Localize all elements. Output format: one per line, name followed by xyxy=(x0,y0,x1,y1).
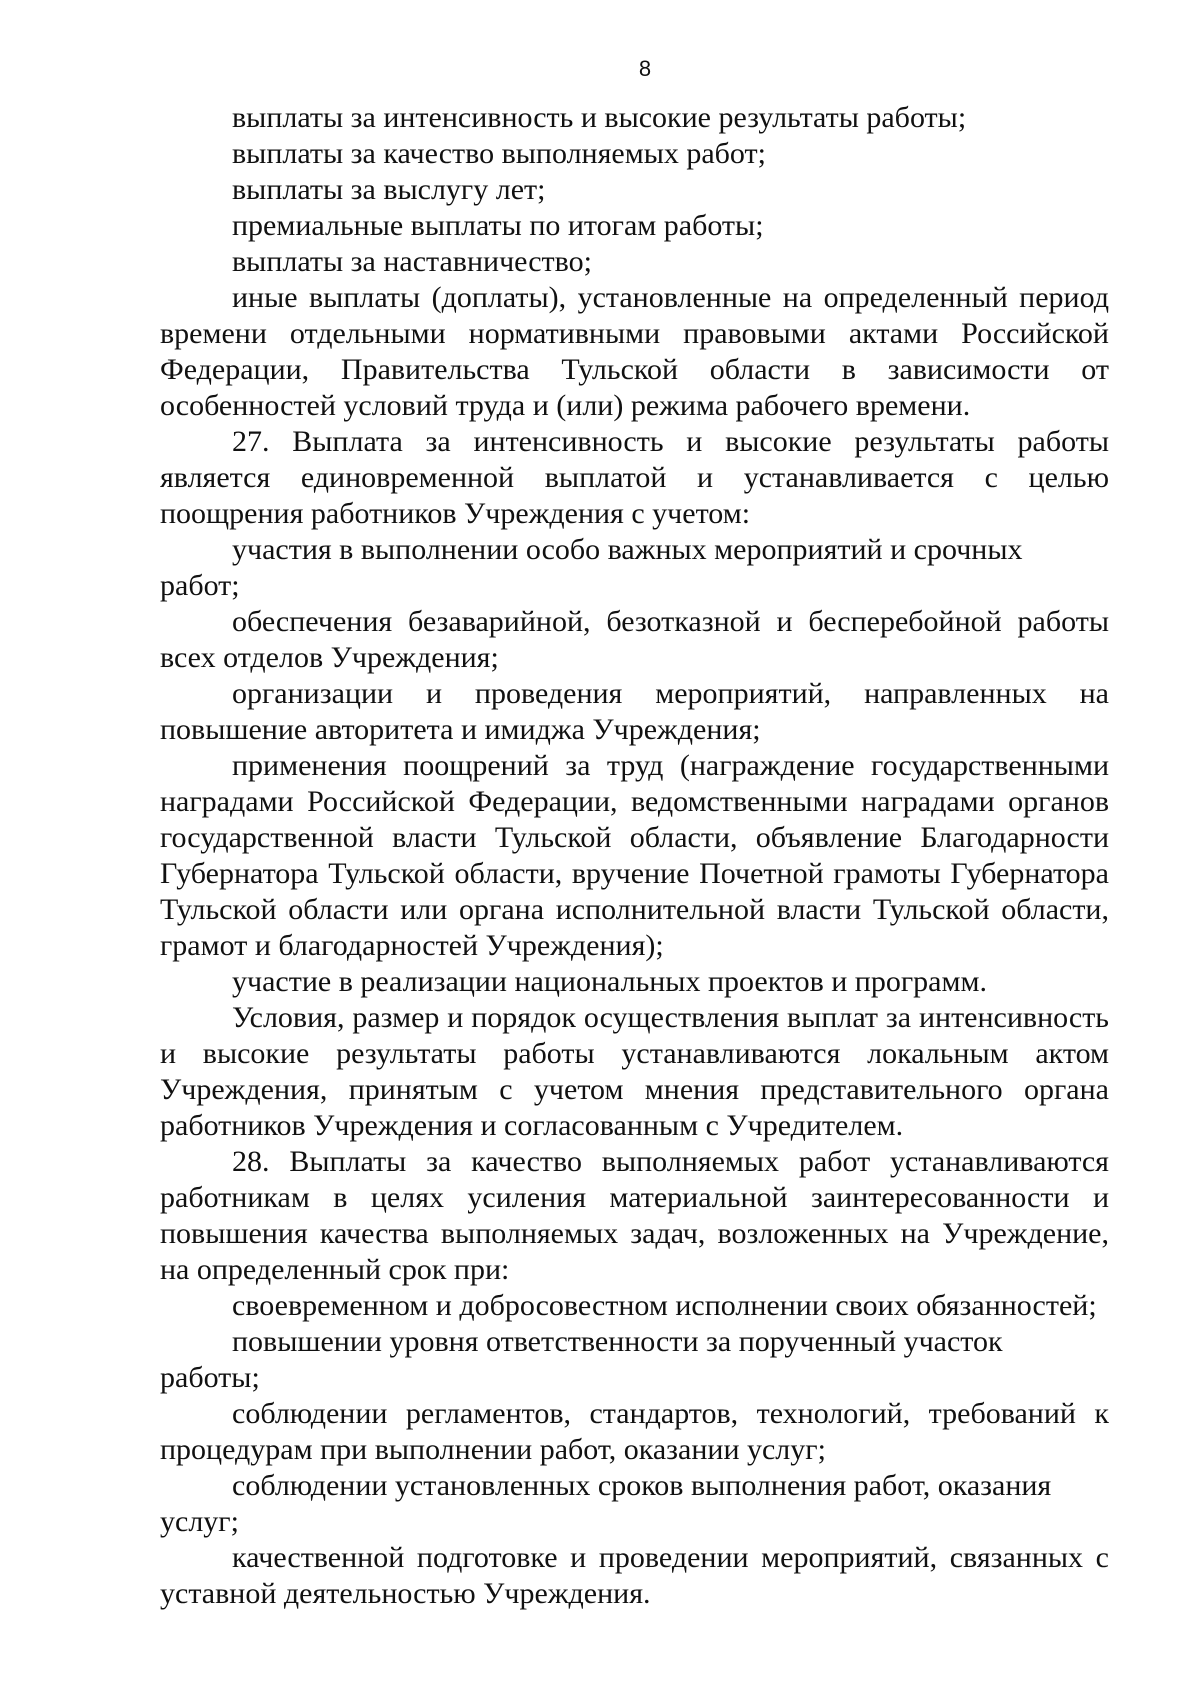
paragraph: соблюдении регламентов, стандартов, технологий, требований к процедурам при выполнении работ, оказании услуг; xyxy=(160,1397,1109,1466)
paragraph: обеспечения безаварийной, безотказной и бесперебойной работы всех отделов Учреждения; xyxy=(160,605,1109,674)
paragraph: соблюдении установленных сроков выполнения работ, оказания услуг; xyxy=(160,1469,1052,1538)
paragraph: применения поощрений за труд (награждение государственными наградами Российской Федерации, ведомственными наградами органов государственной власти Тульской области, объявление Благодарности Губернатора Тульской области, вручение Почетной грамоты Губернатора Тульской области или органа исполнительной власти Тульской области, грамот и благодарностей Учреждения); xyxy=(160,749,1109,962)
document-body xyxy=(160,100,1109,1612)
paragraph: Условия, размер и порядок осуществления выплат за интенсивность и высокие результаты работы устанавливаются локальным актом Учреждения, принятым с учетом мнения представительного органа работников Учреждения и согласованным с Учредителем. xyxy=(160,1001,1109,1142)
paragraph: премиальные выплаты по итогам работы; xyxy=(232,209,764,242)
paragraph: организации и проведения мероприятий, направленных на повышение авторитета и имиджа Учреждения; xyxy=(160,677,1109,746)
paragraph: участие в реализации национальных проектов и программ. xyxy=(232,965,987,998)
paragraph: выплаты за интенсивность и высокие результаты работы; xyxy=(232,101,967,134)
paragraph: 28. Выплаты за качество выполняемых работ устанавливаются работникам в целях усиления материальной заинтересованности и повышения качества выполняемых задач, возложенных на Учреждение, на определенный срок при: xyxy=(160,1145,1109,1286)
paragraph: качественной подготовке и проведении мероприятий, связанных с уставной деятельностью Учреждения. xyxy=(160,1541,1109,1610)
paragraph: своевременном и добросовестном исполнении своих обязанностей; xyxy=(232,1289,1097,1322)
paragraph: выплаты за наставничество; xyxy=(232,245,592,278)
paragraph: 27. Выплата за интенсивность и высокие результаты работы является единовременной выплатой и устанавливается с целью поощрения работников Учреждения с учетом: xyxy=(160,425,1109,530)
paragraph: повышении уровня ответственности за порученный участок работы; xyxy=(160,1325,1003,1394)
page-number: 8 xyxy=(638,56,652,81)
paragraph: участия в выполнении особо важных мероприятий и срочных работ; xyxy=(160,533,1023,602)
paragraph: выплаты за качество выполняемых работ; xyxy=(232,137,766,170)
paragraph: выплаты за выслугу лет; xyxy=(232,173,546,206)
paragraph: иные выплаты (доплаты), установленные на определенный период времени отдельными нормативными правовыми актами Российской Федерации, Правительства Тульской области в зависимости от особенностей условий труда и (или) режима рабочего времени. xyxy=(160,281,1109,422)
